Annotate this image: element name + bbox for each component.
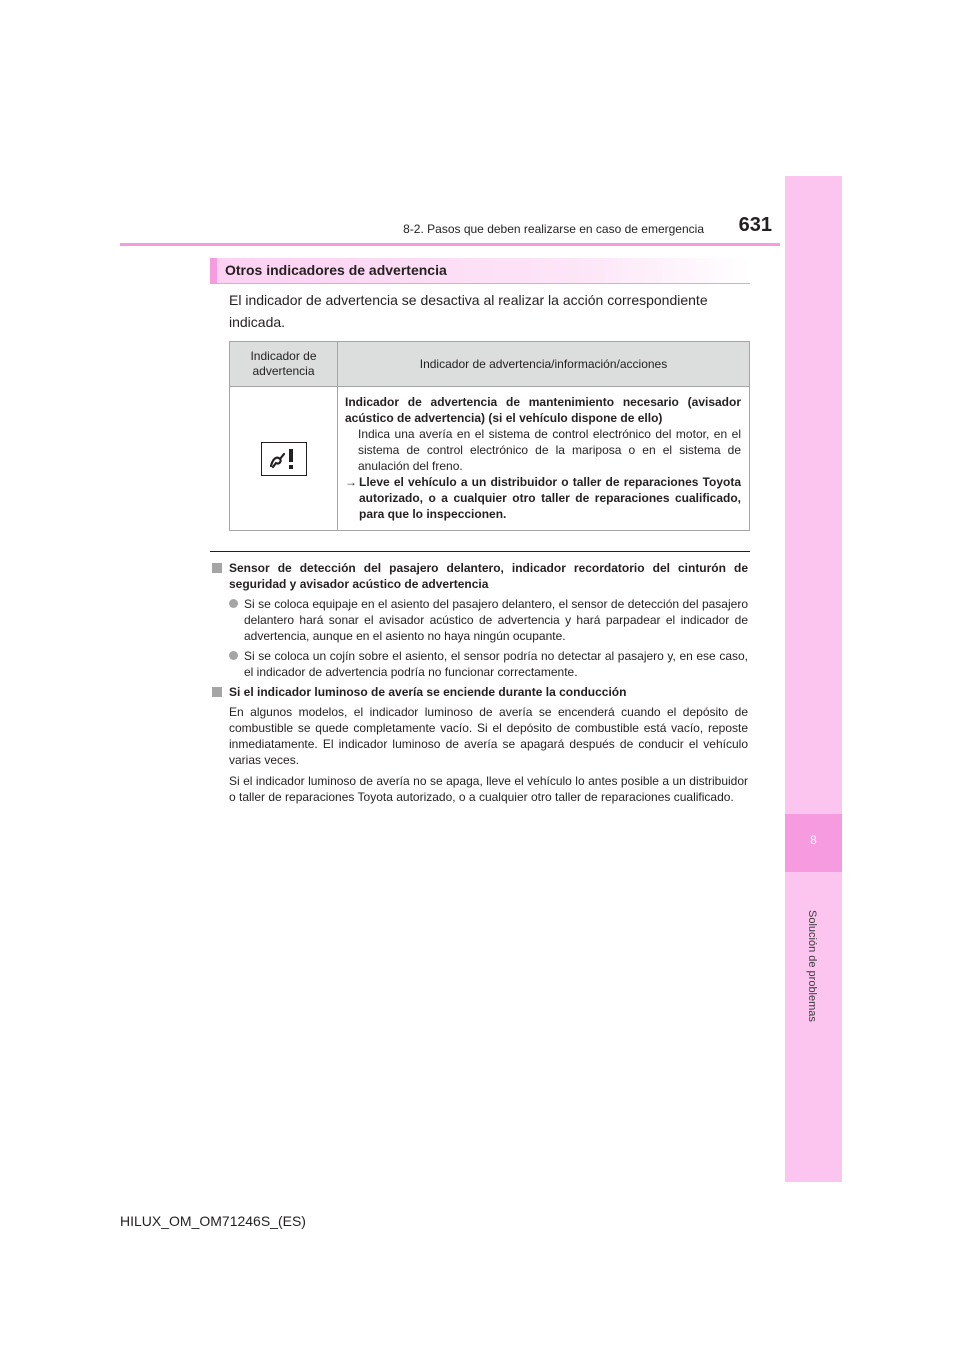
chapter-side-tab: [785, 176, 842, 1182]
chapter-title: Solución de problemas: [806, 910, 818, 1022]
table-icon-cell: [230, 387, 338, 531]
section-title: Otros indicadores de advertencia: [225, 262, 447, 278]
notes-divider: [210, 551, 750, 552]
footer-doc-code: HILUX_OM_OM71246S_(ES): [120, 1213, 306, 1229]
section-intro: El indicador de advertencia se desactiva al realizar la acción correspondiente indicada.: [229, 292, 708, 330]
circle-bullet-icon: [229, 599, 238, 608]
square-bullet-icon: [212, 687, 222, 697]
list-item: Si se coloca un cojín sobre el asiento, el sensor podría no detectar al pasajero y, en ese caso, el indicador de advertencia podría no funcionar correctamente.: [229, 648, 748, 680]
table-row: [230, 387, 750, 531]
list-item: Si se coloca equipaje en el asiento del pasajero delantero, el sensor de detección del pasajero delantero hará sonar el avisador acústico de advertencia y hará parpadear el indicador de advertencia, aunque en el asiento no haya ningún ocupante.: [229, 596, 748, 644]
section-heading-underline: [210, 283, 750, 284]
header-divider: [120, 243, 780, 246]
warning-table: [229, 341, 750, 531]
note-paragraph: En algunos modelos, el indicador luminoso de avería se encenderá cuando el depósito de combustible se quede completamente vacío. Si el depósito de combustible está vacío, reposte inmediatamente. El indicador luminoso de avería se apagará después de conducir el vehículo varias veces.: [229, 705, 748, 767]
warning-description: Indica una avería en el sistema de control electrónico del motor, en el sistema de control electrónico de la mariposa o en el sistema de anulación del freno.: [358, 427, 741, 473]
header-section-title: 8-2. Pasos que deben realizarse en caso de emergencia: [403, 222, 704, 236]
master-warning-icon: [261, 442, 307, 476]
note-heading: Sensor de detección del pasajero delantero, indicador recordatorio del cinturón de seguridad y avisador acústico de advertencia: [212, 560, 748, 592]
circle-bullet-icon: [229, 651, 238, 660]
note-heading: Si el indicador luminoso de avería se enciende durante la conducción: [212, 684, 748, 700]
arrow-right-icon: →: [345, 475, 357, 489]
warning-action-text: Lleve el vehículo a un distribuidor o taller de reparaciones Toyota autorizado, o a cualquier otro taller de reparaciones cualificado, para que lo inspeccionen.: [359, 475, 741, 521]
table-header-indicator: Indicador de advertencia: [230, 342, 338, 387]
section-heading-accent: [210, 258, 217, 283]
warning-title: Indicador de advertencia de mantenimiento necesario (avisador acústico de advertencia) (si el vehículo dispone de ello): [345, 395, 741, 425]
note-paragraph: Si el indicador luminoso de avería no se apaga, lleve el vehículo lo antes posible a un distribuidor o taller de reparaciones Toyota autorizado, o a cualquier otro taller de reparaciones cualificado.: [229, 774, 748, 804]
chapter-number: 8: [810, 833, 817, 847]
table-description-cell: [338, 387, 750, 531]
warning-action: [345, 474, 741, 522]
notes-section: [212, 560, 748, 810]
table-header-info: Indicador de advertencia/información/acciones: [338, 342, 750, 387]
table-header-row: [230, 342, 750, 387]
page-number: 631: [738, 214, 772, 236]
square-bullet-icon: [212, 563, 222, 573]
